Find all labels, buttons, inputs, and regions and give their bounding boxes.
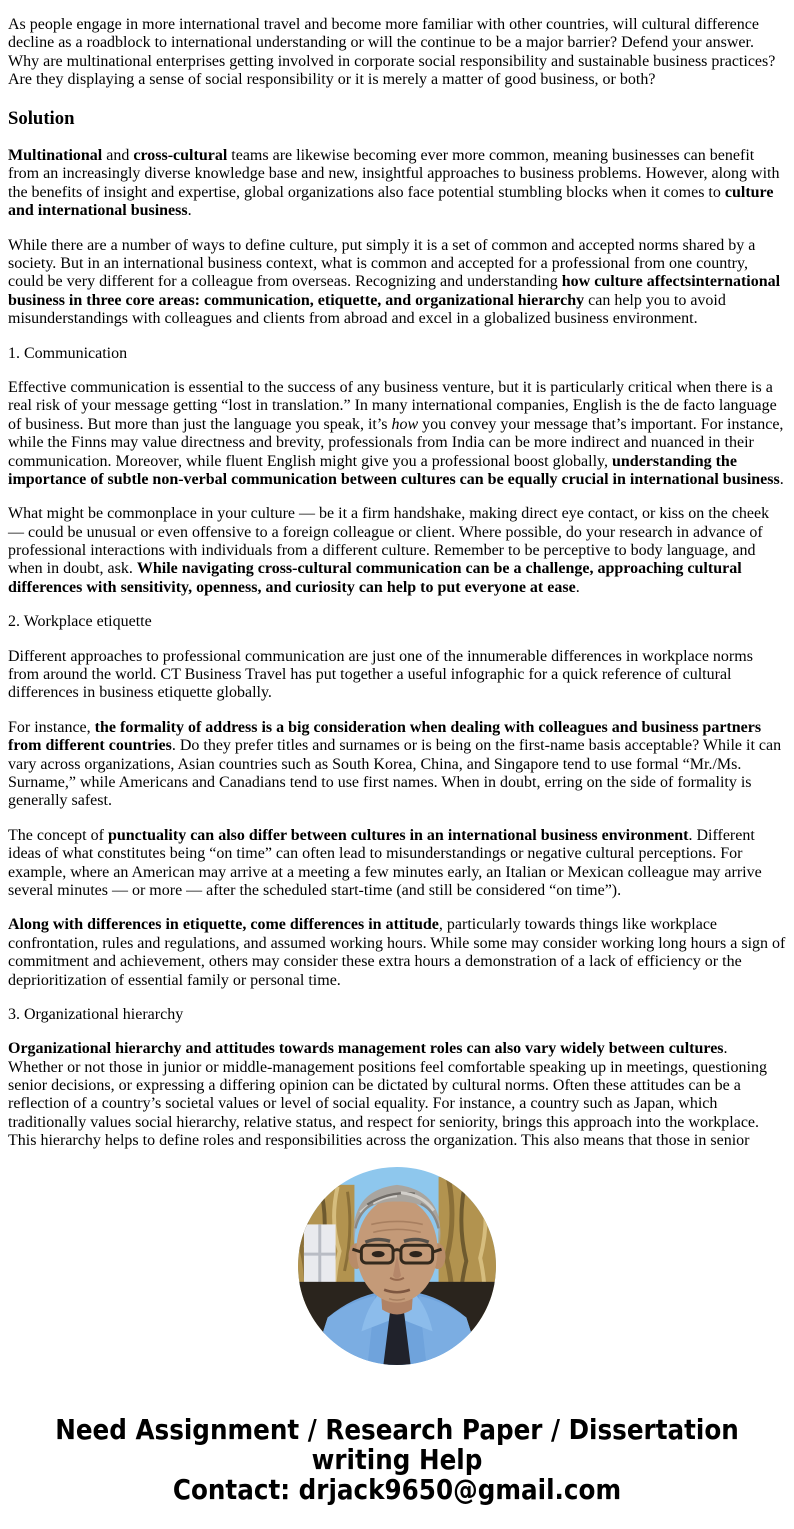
solution-heading: Solution <box>8 107 75 129</box>
footer-help-line-1: Need Assignment / Research Paper / Dissertation <box>55 1412 739 1446</box>
tutor-avatar-photo <box>298 1167 496 1365</box>
paragraph-organizational-hierarchy: Organizational hierarchy and attitudes towards management roles can also vary widely between cultures. Whether or not those in junior or middle-management positions feel comfortable speaking up in meetings, questioning senior decisions, or expressing a differing opinion can be dictated by cultural norms. Often these attitudes can be a reflection of a country’s societal values or level of social equality. For instance, a country such as Japan, which traditionally values social hierarchy, relative status, and respect for seniority, brings this approach into the workplace. This hierarchy helps to define roles and responsibilities across the organization. This also means that those in senior <box>8 1040 767 1150</box>
paragraph-multinational-teams: Multinational and cross-cultural teams are likewise becoming ever more common, meaning businesses can benefit from an increasingly diverse knowledge base and new, insightful approaches to business problems. However, along with the benefits of insight and expertise, global organizations also face potential stumbling blocks when it comes to culture and international business. <box>8 147 780 220</box>
photo-window-frame <box>304 1224 336 1285</box>
paragraph-define-culture: While there are a number of ways to define culture, put simply it is a set of common and accepted norms shared by a society. But in an international business context, what is common and accepted for a professional from one country, could be very different for a colleague from overseas. Recognizing and understanding how culture affectsinternational business in three core areas: communication, etiquette, and organizational hierarchy can help you to avoid misunderstandings with colleagues and clients from abroad and excel in a globalized business environment. <box>8 236 781 328</box>
tutor-photo-container <box>8 1167 786 1365</box>
footer-banner <box>8 1412 786 1506</box>
question-paragraph: As people engage in more international travel and become more familiar with other countries, will cultural difference decline as a roadblock to international understanding or will the continue to be a major barrier? Defend your answer. Why are multinational enterprises getting involved in corporate social responsibility and sustainable business practices? Are they displaying a sense of social responsibility or it is merely a matter of good business, or both? <box>8 16 776 89</box>
paragraph-formality-of-address: For instance, the formality of address is a big consideration when dealing with colleagues and business partners from different countries. Do they prefer titles and surnames or is being on the first-name basis acceptable? While it can vary across organizations, Asian countries such as South Korea, China, and Singapore tend to use formal “Mr./Ms. Surname,” while Americans and Canadians tend to use first names. When in doubt, erring on the side of formality is generally safest. <box>8 718 782 810</box>
section-heading-communication: 1. Communication <box>8 344 128 362</box>
section-heading-organizational-hierarchy: 3. Organizational hierarchy <box>8 1005 184 1023</box>
paragraph-commonplace-culture: What might be commonplace in your culture — be it a firm handshake, making direct eye contact, or kiss on the cheek — could be unusual or even offensive to a foreign colleague or client. Where possible, do your research in advance of professional interactions with individuals from a different culture. Remember to be perceptive to body language, and when in doubt, ask. While navigating cross-cultural communication can be a challenge, approaching cultural differences with sensitivity, openness, and curiosity can help to put everyone at ease. <box>8 505 770 596</box>
footer-contact-email: Contact: drjack9650@gmail.com <box>172 1472 622 1506</box>
section-heading-workplace-etiquette: 2. Workplace etiquette <box>8 613 152 631</box>
paragraph-different-approaches: Different approaches to professional communication are just one of the innumerable differences in workplace norms from around the world. CT Business Travel has put together a useful infographic for a quick reference of cultural differences in business etiquette globally. <box>8 647 753 702</box>
document-body <box>8 16 786 1151</box>
paragraph-punctuality: The concept of punctuality can also differ between cultures in an international business environment. Different ideas of what constitutes being “on time” can often lead to misunderstandings or negative cultural perceptions. For example, where an American may arrive at a meeting a few minutes early, an Italian or Mexican colleague may arrive several minutes — or more — after the scheduled start-time (and still be considered “on time”). <box>8 826 762 899</box>
paragraph-differences-in-attitude: Along with differences in etiquette, come differences in attitude, particularly towards things like workplace confrontation, rules and regulations, and assumed working hours. While some may consider working long hours a sign of commitment and achievement, others may consider these extra hours a demonstration of a lack of efficiency or the deprioritization of essential family or personal time. <box>8 916 786 989</box>
footer-help-line-2: writing Help <box>311 1442 483 1476</box>
paragraph-effective-communication: Effective communication is essential to the success of any business venture, but it is particularly critical when there is a real risk of your message getting “lost in translation.” In many international companies, English is the de facto language of business. But more than just the language you speak, it’s how you convey your message that’s important. For instance, while the Finns may value directness and brevity, professionals from India can be more indirect and nuanced in their communication. Moreover, while fluent English might give you a professional boost globally, understanding the importance of subtle non-verbal communication between cultures can be equally crucial in international business. <box>8 378 784 488</box>
